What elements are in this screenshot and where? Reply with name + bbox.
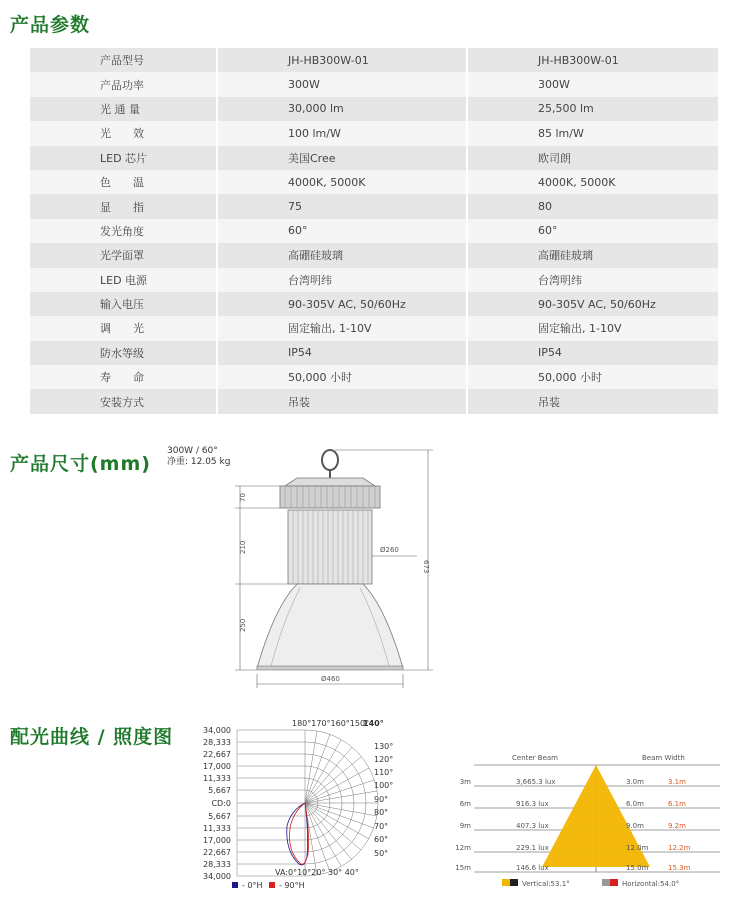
center-beam-lux: 407.3 lux <box>516 822 549 830</box>
beam-width-vertical: 15.0m <box>626 864 649 872</box>
spec-label: 安装方式 <box>30 389 217 413</box>
spec-value-1: 美国Cree <box>217 146 467 170</box>
driver-housing <box>280 486 380 508</box>
center-beam-lux: 146.6 lux <box>516 864 549 872</box>
spec-value-2: 50,000 小时 <box>467 365 718 389</box>
spec-label: 发光角度 <box>30 219 217 243</box>
polar-scale-label: 11,333 <box>203 774 231 783</box>
polar-angle-label: 50° <box>374 849 389 858</box>
center-beam-lux: 229.1 lux <box>516 844 549 852</box>
polar-angle-label: 80° <box>374 808 389 817</box>
spec-row <box>30 170 718 194</box>
spec-label: 光 效 <box>30 121 217 145</box>
polar-scale-label: 22,667 <box>203 848 231 857</box>
mounting-height-label: 6m <box>459 800 471 808</box>
polar-angle-label: 90° <box>374 795 389 804</box>
beam-width-horizontal: 9.2m <box>668 822 686 830</box>
polar-top-bold: 140° <box>363 719 384 728</box>
spec-value-2: 固定输出, 1-10V <box>467 316 718 340</box>
legend-label-90h: - 90°H <box>279 881 305 890</box>
polar-scale-label: 17,000 <box>203 762 231 771</box>
polar-angle-label: 130° <box>374 742 394 751</box>
legend-swatch-0h <box>232 882 238 888</box>
beam-width-horizontal: 12.2m <box>668 844 691 852</box>
dim-height-mid: 210 <box>239 540 247 554</box>
heat-sink <box>288 510 372 584</box>
header-center-beam: Center Beam <box>512 754 559 762</box>
polar-angle-label: 60° <box>374 835 389 844</box>
spec-value-2: 90-305V AC, 50/60Hz <box>467 292 718 316</box>
spec-label: 光学面罩 <box>30 243 217 267</box>
spec-label: 输入电压 <box>30 292 217 316</box>
spec-value-2: IP54 <box>467 341 718 365</box>
beam-width-vertical: 9.0m <box>626 822 644 830</box>
spec-label: 防水等级 <box>30 341 217 365</box>
spec-value-1: IP54 <box>217 341 467 365</box>
spec-value-1: 高硼硅玻璃 <box>217 243 467 267</box>
polar-scale-label: 5,667 <box>208 786 231 795</box>
spec-row <box>30 121 718 145</box>
polar-scale-label: CD:0 <box>211 799 231 808</box>
mounting-height-label: 12m <box>455 844 471 852</box>
spec-label: 产品功率 <box>30 72 217 96</box>
spec-value-2: 台湾明纬 <box>467 268 718 292</box>
spec-value-1: 60° <box>217 219 467 243</box>
beam-width-horizontal: 6.1m <box>668 800 686 808</box>
polar-angle-label: 100° <box>374 781 394 790</box>
dimension-note <box>167 446 230 468</box>
mounting-height-label: 3m <box>459 778 471 786</box>
polar-angle-label: 70° <box>374 822 389 831</box>
spec-label: 产品型号 <box>30 48 217 72</box>
legend-label-vertical: Vertical:53.1° <box>522 880 570 888</box>
beam-width-vertical: 6.0m <box>626 800 644 808</box>
spec-label: 光 通 量 <box>30 97 217 121</box>
mounting-height-label: 15m <box>455 864 471 872</box>
spec-value-1: JH-HB300W-01 <box>217 48 467 72</box>
header-beam-width: Beam Width <box>642 754 685 762</box>
polar-angle-label: 110° <box>374 768 394 777</box>
spec-row <box>30 48 718 72</box>
polar-top-labels: 180°170°160°150° <box>292 719 370 728</box>
spec-row <box>30 146 718 170</box>
spec-value-2: 吊装 <box>467 389 718 413</box>
legend-label-horizontal: Horizontal:54.0° <box>622 880 680 888</box>
legend-swatch-vertical <box>502 879 510 886</box>
lamp-drawing <box>225 446 445 691</box>
spec-value-2: JH-HB300W-01 <box>467 48 718 72</box>
illuminance-chart <box>450 748 730 893</box>
dimension-note-power: 300W / 60° <box>167 446 218 456</box>
spec-value-1: 4000K, 5000K <box>217 170 467 194</box>
spec-row <box>30 72 718 96</box>
polar-scale-label: 11,333 <box>203 824 231 833</box>
beam-width-vertical: 12.0m <box>626 844 649 852</box>
spec-value-1: 吊装 <box>217 389 467 413</box>
section-title-params: 产品参数 <box>10 14 91 36</box>
center-beam-lux: 916.3 lux <box>516 800 549 808</box>
spec-value-1: 50,000 小时 <box>217 365 467 389</box>
spec-label: LED 电源 <box>30 268 217 292</box>
spec-row <box>30 219 718 243</box>
section-title-dimensions: 产品尺寸(mm) <box>10 453 151 475</box>
polar-scale-label: 34,000 <box>203 872 231 881</box>
spec-row <box>30 194 718 218</box>
polar-scale-label: 28,333 <box>203 860 231 869</box>
section-title-curves: 配光曲线 / 照度图 <box>10 726 174 748</box>
dim-diameter-reflector: Ø460 <box>321 675 340 683</box>
spec-value-2: 欧司朗 <box>467 146 718 170</box>
dimension-note-weight: 净重: 12.05 kg <box>167 457 231 467</box>
mounting-height-label: 9m <box>459 822 471 830</box>
spec-label: LED 芯片 <box>30 146 217 170</box>
spec-value-1: 台湾明纬 <box>217 268 467 292</box>
polar-scale-label: 22,667 <box>203 750 231 759</box>
spec-label: 调 光 <box>30 316 217 340</box>
polar-scale-label: 28,333 <box>203 738 231 747</box>
spec-value-1: 30,000 lm <box>217 97 467 121</box>
spec-row <box>30 97 718 121</box>
spec-row <box>30 292 718 316</box>
spec-value-1: 90-305V AC, 50/60Hz <box>217 292 467 316</box>
spec-row <box>30 316 718 340</box>
dim-height-bottom: 250 <box>239 618 247 632</box>
legend-swatch-90h <box>269 882 275 888</box>
center-beam-lux: 3,665.3 lux <box>516 778 556 786</box>
spec-value-1: 300W <box>217 72 467 96</box>
spec-label: 色 温 <box>30 170 217 194</box>
spec-row <box>30 389 718 413</box>
spec-row <box>30 341 718 365</box>
polar-angle-label: 120° <box>374 755 394 764</box>
beam-width-vertical: 3.0m <box>626 778 644 786</box>
beam-width-horizontal: 3.1m <box>668 778 686 786</box>
dim-height-total: 673 <box>422 560 430 574</box>
spec-value-2: 85 lm/W <box>467 121 718 145</box>
spec-value-2: 4000K, 5000K <box>467 170 718 194</box>
legend-swatch-horizontal <box>602 879 610 886</box>
legend-label-0h: - 0°H <box>242 881 263 890</box>
dim-diameter-body: Ø260 <box>380 546 399 554</box>
polar-bottom-labels: VA:0°10°20° 30° 40° <box>275 868 359 877</box>
spec-row <box>30 243 718 267</box>
beam-width-horizontal: 15.3m <box>668 864 691 872</box>
spec-value-2: 25,500 lm <box>467 97 718 121</box>
polar-diagram <box>195 716 395 894</box>
spec-value-1: 100 lm/W <box>217 121 467 145</box>
spec-value-1: 固定输出, 1-10V <box>217 316 467 340</box>
polar-scale-label: 34,000 <box>203 726 231 735</box>
reflector <box>257 584 403 668</box>
specs-table <box>30 48 718 414</box>
spec-label: 寿 命 <box>30 365 217 389</box>
polar-scale-label: 5,667 <box>208 812 231 821</box>
spec-value-2: 60° <box>467 219 718 243</box>
spec-row <box>30 365 718 389</box>
spec-value-2: 80 <box>467 194 718 218</box>
spec-row <box>30 268 718 292</box>
hook-ring <box>322 450 338 470</box>
spec-value-1: 75 <box>217 194 467 218</box>
spec-label: 显 指 <box>30 194 217 218</box>
spec-value-2: 300W <box>467 72 718 96</box>
spec-value-2: 高硼硅玻璃 <box>467 243 718 267</box>
dim-height-top: 70 <box>239 493 247 502</box>
polar-scale-label: 17,000 <box>203 836 231 845</box>
